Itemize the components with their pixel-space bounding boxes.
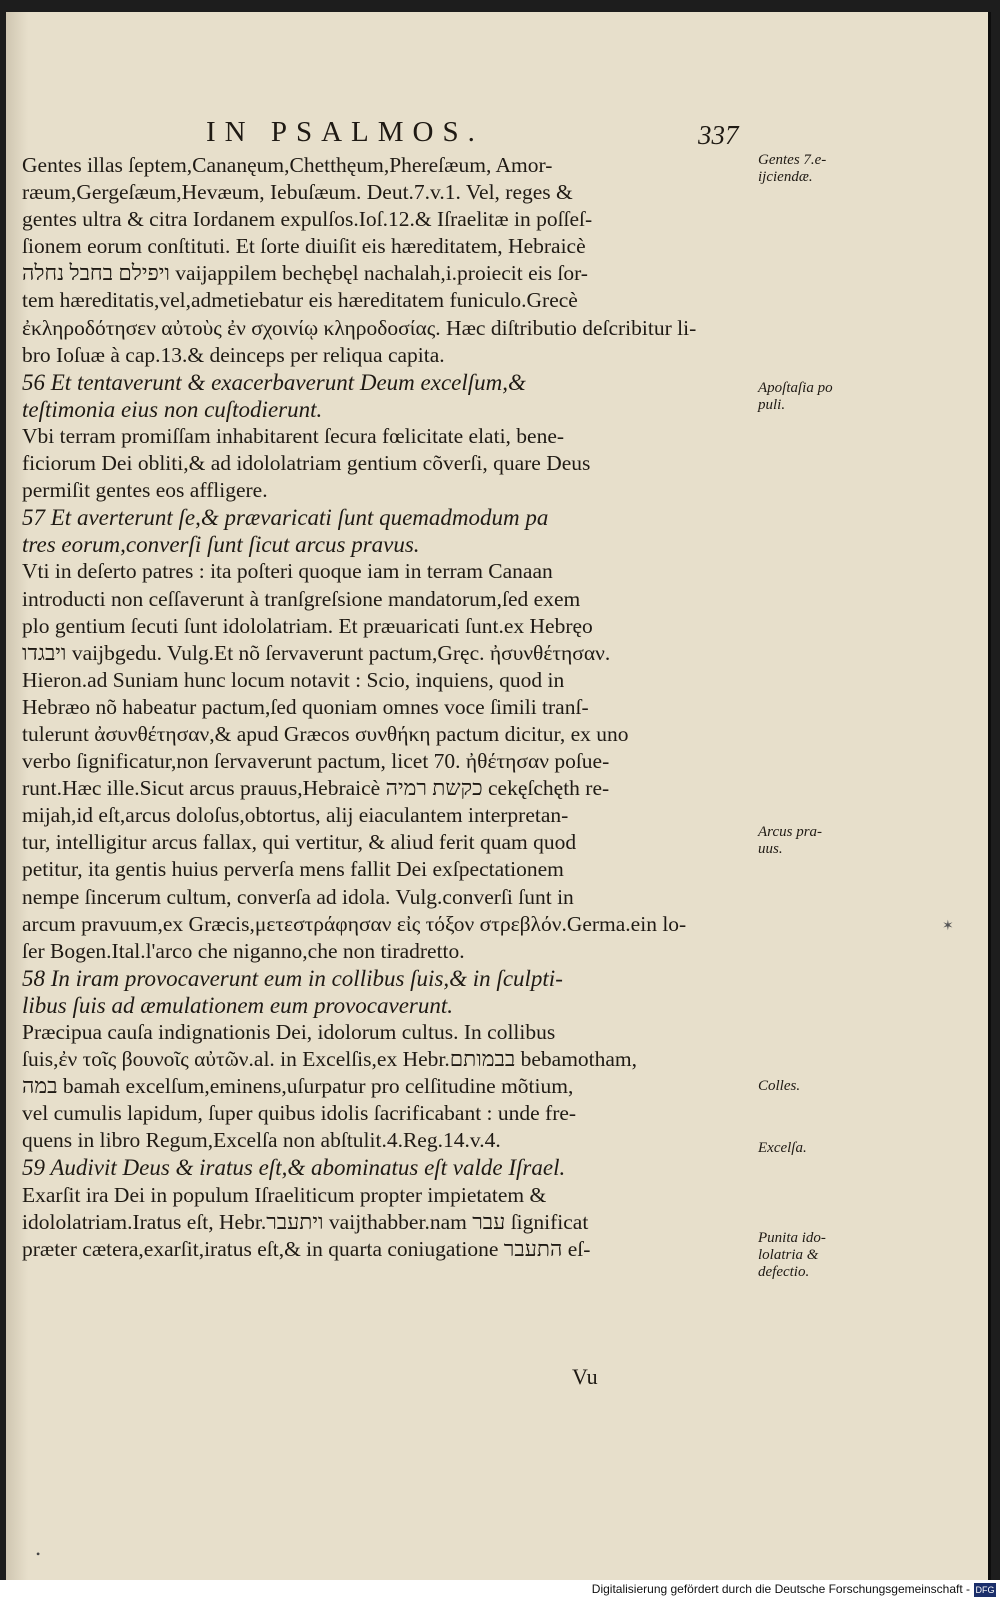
margin-note: Apoſtaſia po puli. [758, 380, 833, 413]
dfg-logo-icon: DFG [975, 1585, 995, 1595]
text-line: tem hæreditatis,vel,admetiebatur eis hæreditatem funiculo.Grecè [22, 288, 578, 313]
ink-speck-icon: • [36, 1547, 41, 1561]
verse-line: 56 Et tentaverunt & exacerbaverunt Deum excelſum,& [22, 369, 526, 395]
catchword: Vu [572, 1364, 598, 1389]
margin-note: Gentes 7.e- ijciendæ. [758, 152, 827, 185]
text-line: ſionem eorum conſtituti. Et ſorte diuiſit eis hæreditatem, Hebraicè [22, 234, 586, 259]
book-page [6, 12, 991, 1580]
funding-credit: Digitalisierung gefördert durch die Deutsche Forschungsgemeinschaft - [591, 1582, 970, 1596]
text-line: ἐκληροδότησεν αὐτοὺς ἐν σχοινίῳ κληροδοσίας. Hæc diſtributio deſcribitur li- [22, 315, 697, 340]
text-line: Præcipua cauſa indignationis Dei, idolorum cultus. In collibus [22, 1020, 556, 1044]
verse-line: 57 Et averterunt ſe,& prævaricati ſunt quemadmodum pa [22, 505, 549, 531]
verse-line: teſtimonia eius non cuſtodierunt. [22, 396, 323, 422]
ink-mark-icon: ✶ [942, 919, 954, 934]
text-line: במה bamah excelſum,eminens,uſurpatur pro celſitudine mõtium, [22, 1074, 574, 1099]
margin-note: Punita ido- lolatria & defectio. [758, 1230, 826, 1280]
text-line: Vbi terram promiſſam inhabitarent ſecura fœlicitate elati, bene- [22, 423, 565, 448]
text-line: verbo ſignificatur,non ſervaverunt pactum, licet 70. ἠθέτησαν poſue- [22, 749, 610, 774]
footer-bar [0, 1580, 1000, 1601]
text-line: Vti in deſerto patres : ita poſteri quoque iam in terram Canaan [22, 559, 553, 584]
text-line: tur, intelligitur arcus fallax, qui vertitur, & aliud ferit quam quod [22, 830, 577, 855]
page-header [116, 116, 756, 152]
text-line: ſuis,ἐν τοῖς βουνοῖς αὐτῶν.al. in Excelſis,ex Hebr.בבמותם bebamotham, [22, 1047, 638, 1072]
text-line: gentes ultra & citra Iordanem expulſos.Ioſ.12.& Iſraelitæ in poſſeſ- [22, 207, 593, 232]
margin-note: Excelſa. [758, 1140, 807, 1156]
verse-line: 59 Audivit Deus & iratus eſt,& abominatus eſt valde Iſrael. [22, 1155, 566, 1181]
text-line: præter cætera,exarſit,iratus eſt,& in quarta coniugatione התעבר eſ- [22, 1236, 591, 1261]
text-line: tulerunt ἀσυνθέτησαν,& apud Græcos συνθήκη pactum dicitur, ex uno [22, 721, 629, 746]
text-line: ויפילם בחבל נחלה vaijappilem bechębęl nachalah,i.proiecit eis ſor- [22, 261, 588, 286]
verse-line: libus ſuis ad æmulationem eum provocaverunt. [22, 992, 453, 1018]
text-line: quens in libro Regum,Excelſa non abſtulit.4.Reg.14.v.4. [22, 1128, 501, 1153]
page-number: 337 [698, 120, 739, 150]
text-line: plo gentium ſecuti ſunt idololatriam. Et præuaricati ſunt.ex Hebręo [22, 613, 593, 638]
text-line: runt.Hæc ille.Sicut arcus prauus,Hebraicè כקשת רמיה cekęſchęth re- [22, 776, 610, 801]
text-line: petitur, ita gentis huius perverſa mens fallit Dei exſpectationem [22, 857, 564, 882]
text-line: Exarſit ira Dei in populum Iſraeliticum propter impietatem & [22, 1182, 547, 1207]
text-line: arcum pravuum,ex Græcis,μετεστράφησαν εἰς τόξον στρεβλόν.Germa.ein lo- [22, 911, 687, 936]
margin-note: Colles. [758, 1078, 801, 1094]
text-line: mijah,id eſt,arcus doloſus,obtortus, alij eiaculantem interpretan- [22, 803, 569, 828]
text-line: ſer Bogen.Ital.l'arco che niganno,che non tiradretto. [22, 938, 465, 963]
verse-line: 58 In iram provocaverunt eum in collibus ſuis,& in ſculpti- [22, 965, 563, 991]
text-line: Gentes illas ſeptem,Cananęum,Chetthęum,Phereſæum, Amor- [22, 153, 553, 177]
text-line: vel cumulis lapidum, ſuper quibus idolis ſacrificabant : unde fre- [22, 1101, 577, 1126]
text-line: ræum,Gergeſæum,Hevæum, Iebuſæum. Deut.7.v.1. Vel, reges & [22, 180, 573, 205]
main-text-block [22, 152, 748, 1263]
verse-line: tres eorum,converſi ſunt ſicut arcus pravus. [22, 532, 420, 558]
text-line: nempe ſincerum cultum, converſa ad idola. Vulg.converſi ſunt in [22, 884, 574, 909]
margin-note: Arcus pra- uus. [758, 824, 823, 857]
text-line: ויבגדו vaijbgedu. Vulg.Et nõ ſervaverunt pactum,Gręc. ἠσυνθέτησαν. [22, 640, 611, 665]
text-line: idololatriam.Iratus eſt, Hebr.ויתעבר vaijthabber.nam עבר ſignificat [22, 1209, 589, 1234]
text-line: Hebræo nõ habeatur pactum,ſed quoniam omnes voce ſimili tranſ- [22, 694, 589, 719]
text-line: bro Ioſuæ à cap.13.& deinceps per reliqua capita. [22, 342, 445, 367]
text-line: introducti non ceſſaverunt à tranſgreſsione mandatorum,ſed exem [22, 586, 581, 611]
running-head: IN PSALMOS. [206, 116, 484, 148]
text-line: permiſit gentes eos affligere. [22, 478, 268, 503]
text-line: ficiorum Dei obliti,& ad idololatriam gentium cõverſi, quare Deus [22, 451, 591, 476]
text-line: Hieron.ad Suniam hunc locum notavit : Scio, inquiens, quod in [22, 667, 565, 692]
